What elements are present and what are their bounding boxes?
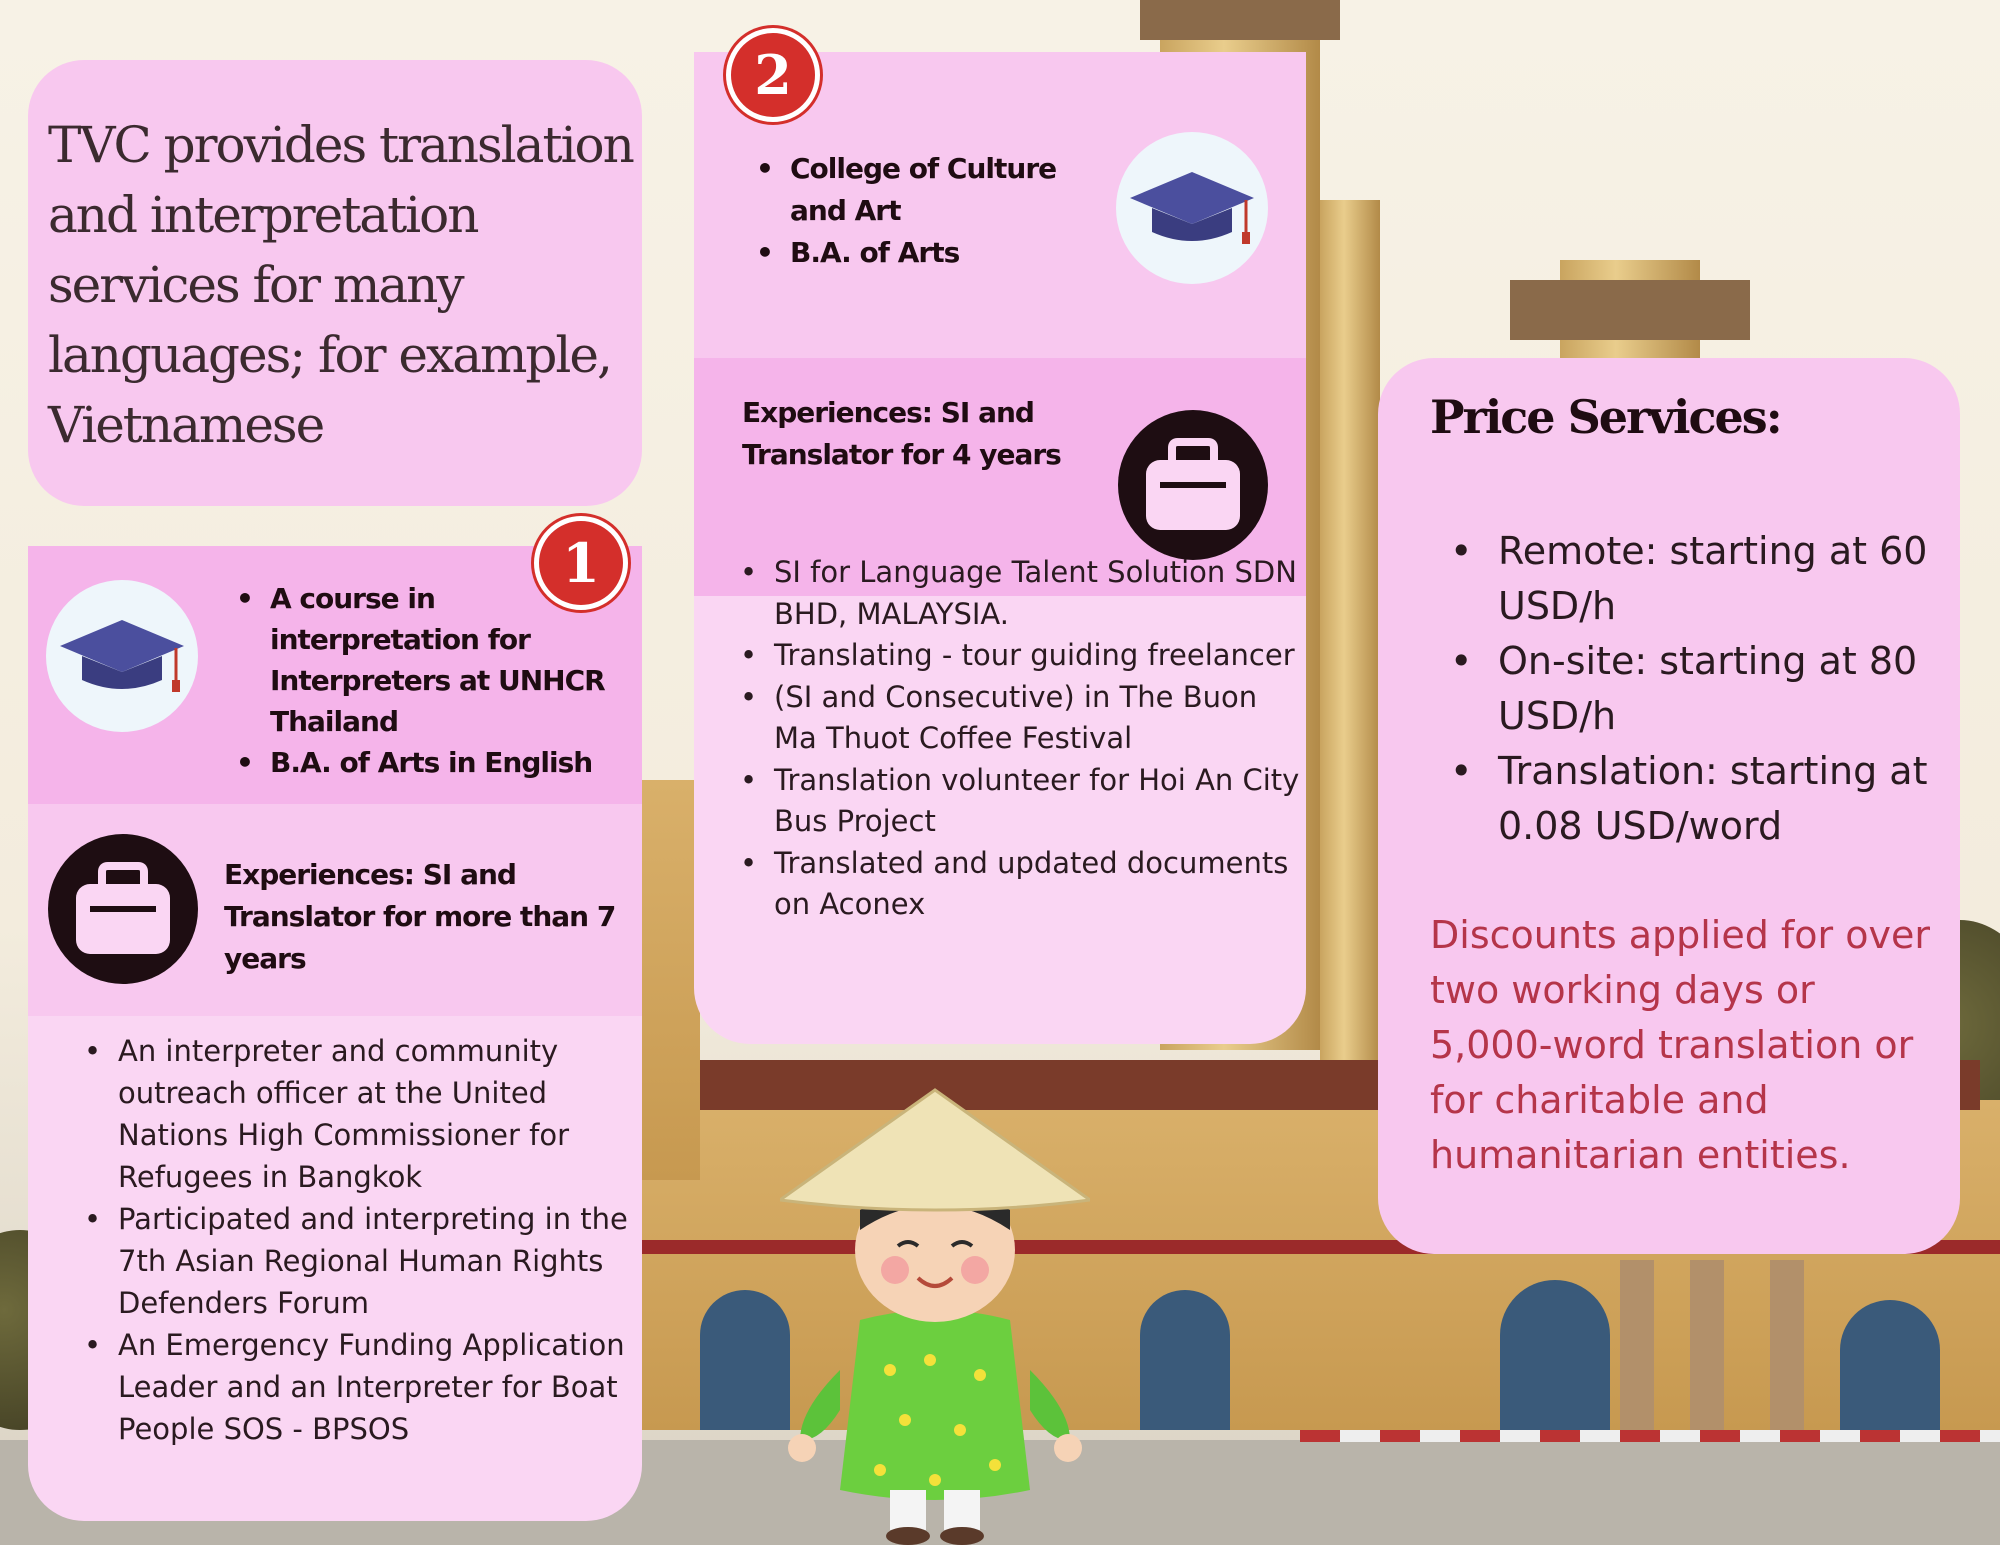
- list-item: • Translating - tour guiding freelancer: [734, 635, 1304, 677]
- vietnamese-boy-illustration: [780, 1070, 1090, 1545]
- interpreter-1-details-list: [78, 1030, 638, 1450]
- interpreter-2-experience-text: Experiences: SI and Translator for 4 years: [742, 396, 1061, 471]
- price-list: [1442, 524, 1952, 854]
- list-item: • Remote: starting at 60 USD/h: [1442, 524, 1952, 634]
- list-item: • (SI and Consecutive) in The Buon Ma Thuot Coffee Festival: [734, 677, 1304, 760]
- list-item: • Translation volunteer for Hoi An City Bus Project: [734, 760, 1304, 843]
- list-item: • A course in interpretation for Interpreters at UNHCR Thailand: [230, 578, 640, 742]
- interpreter-1-experience-text: Experiences: SI and Translator for more than 7 years: [224, 858, 616, 975]
- list-item: • B.A. of Arts in English: [230, 742, 640, 783]
- badge-number-1: 1: [534, 516, 628, 610]
- list-item: • An Emergency Funding Application Leader and an Interpreter for Boat People SOS - BPSOS: [78, 1324, 638, 1450]
- graduation-cap-icon: [46, 580, 198, 732]
- discount-note: Discounts applied for over two working days or 5,000-word translation or for charitable and humanitarian entities.: [1430, 913, 1930, 1177]
- list-item: • SI for Language Talent Solution SDN BHD, MALAYSIA.: [734, 552, 1304, 635]
- interpreter-2-education-list: [750, 148, 1070, 274]
- interpreter-2-card: [694, 52, 1306, 1044]
- briefcase-icon: [1118, 410, 1268, 560]
- graduation-cap-icon: [1116, 132, 1268, 284]
- list-item: • Translation: starting at 0.08 USD/word: [1442, 744, 1952, 854]
- list-item: • Translated and updated documents on Aconex: [734, 843, 1304, 926]
- badge-number-2: 2: [726, 28, 820, 122]
- list-item: • An interpreter and community outreach officer at the United Nations High Commissioner for Refugees in Bangkok: [78, 1030, 638, 1198]
- list-item: • On-site: starting at 80 USD/h: [1442, 634, 1952, 744]
- interpreter-2-details-list: [734, 552, 1304, 926]
- briefcase-icon: [48, 834, 198, 984]
- price-services-card: [1378, 358, 1960, 1254]
- price-title: Price Services:: [1430, 390, 1781, 444]
- intro-heading: TVC provides translation and interpretation services for many languages; for example, Vietnamese: [48, 116, 633, 454]
- interpreter-1-card: [28, 546, 642, 1521]
- list-item: • Participated and interpreting in the 7th Asian Regional Human Rights Defenders Forum: [78, 1198, 638, 1324]
- intro-card: [28, 60, 642, 506]
- list-item: • College of Culture and Art: [750, 148, 1070, 232]
- list-item: • B.A. of Arts: [750, 232, 1070, 274]
